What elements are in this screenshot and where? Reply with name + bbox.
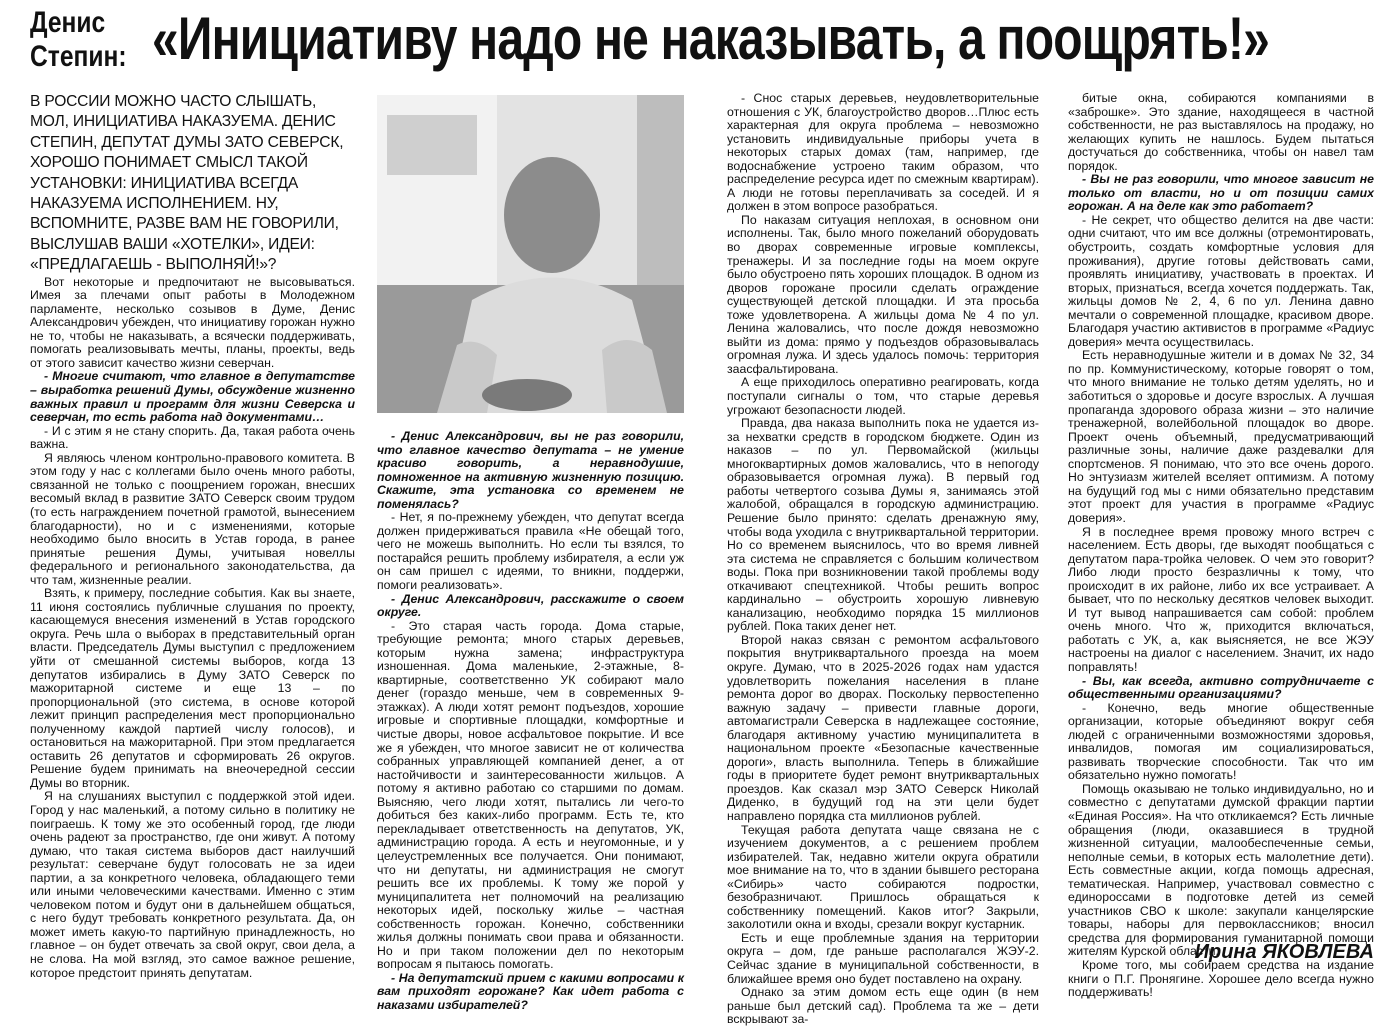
interview-question: - Денис Александрович, расскажите о своем округе. bbox=[377, 591, 684, 620]
author-last-name: Степин: bbox=[30, 40, 127, 73]
column-2 bbox=[377, 430, 684, 1013]
interview-question: - Вы, как всегда, активно сотрудничаете с общественными организациями? bbox=[1068, 673, 1374, 702]
paragraph: - Не секрет, что общество делится на две части: одни считают, что им все должны (отремонтировать, обустроить, создать комфортные условия для проживания), другие готовы действовать сами, проявлять инициативу, участвовать в проектах. И вторых, признаться, всегда хочется поддержать. Так, жильцы домов № 2, 4, 6 по ул. Ленина давно мечтали о современной площадке, красивом дворе. Благодаря участию активистов в программе «Радиус доверия» мечта осуществилась. bbox=[1068, 212, 1374, 349]
paragraph: Вот некоторые и предпочитают не высовываться. Имея за плечами опыт работы в Молодежном парламенте, несколько созывов в Думе, Денис Александрович убежден, что инициативу горожан нужно не то, чтобы не наказывать, а всячески поддерживать, помогать реализовывать мечты, планы, проекты, ведь от этого зависит качество жизни северчан. bbox=[30, 274, 355, 370]
paragraph: Я в последнее время провожу много встреч с населением. Есть дворы, где выходят пообщаться с депутатом пара-тройка человек. О чем это говорит? Либо люди просто безразличны к тому, что происходит в их районе, либо их все устраивает. А бывает, что по нескольку десятков человек выходит. И тут вывод напрашивается сам собой: проблем очень много. Что ж, приходится включаться, работать с УК, а, как выясняется, не все ЖЭУ настроены на диалог с населением. Значит, их надо поправлять! bbox=[1068, 524, 1374, 674]
headline: «Инициативу надо не наказывать, а поощрять!» bbox=[152, 5, 1270, 72]
column-1-body bbox=[30, 276, 355, 980]
column-4 bbox=[1068, 92, 1374, 1000]
lead-paragraph: В РОССИИ МОЖНО ЧАСТО СЛЫШАТЬ, МОЛ, ИНИЦИАТИВА НАКАЗУЕМА. ДЕНИС СТЕПИН, ДЕПУТАТ ДУМЫ ЗАТО СЕВЕРСК, ХОРОШО ПОНИМАЕТ СМЫСЛ ТАКОЙ УСТАНОВКИ: ИНИЦИАТИВА ВСЕГДА НАКАЗУЕМА ИСПОЛНЕНИЕМ. НУ, ВСПОМНИТЕ, РАЗВЕ ВАМ НЕ ГОВОРИЛИ, ВЫСЛУШАВ ВАШИ «ХОТЕЛКИ», ИДЕИ: «ПРЕДЛАГАЕШЬ - ВЫПОЛНЯЙ!»? bbox=[30, 93, 344, 274]
paragraph: Текущая работа депутата чаще связана не с изучением документов, а с решением проблем избирателей. Так, недавно жители округа обратили мое внимание на то, что в здании бывшего ресторана «Сибирь» часто собираются подростки, безобразничают. Пришлось обращаться к собственнику помещений. Каков итог? Закрыли, заколотили окна и входы, срезали вокруг кустарник. bbox=[727, 822, 1039, 932]
article-header bbox=[0, 0, 1400, 88]
paragraph: Правда, два наказа выполнить пока не удается из-за нехватки средств в городском бюджете. Один из наказов – по ул. Первомайской (жильцы многоквартирных домов жаловались, что в непогоду образовывается огромная лужа). В первый год работы четвертого созыва Думы я, занимаясь этой жалобой, обращался в городскую администрацию. Решение было принято: сделать дренажную яму, чтобы вода уходила с внутриквартальной территории. Но со временем выяснилось, что во время ливней эта система не справляется с большим количеством воды. Пока при возникновении такой проблемы воду откачивают спецтехникой. Чтобы решить вопрос кардинально – обустроить хорошую ливневую канализацию, необходимо порядка 15 миллионов рублей. Пока таких денег нет. bbox=[727, 416, 1039, 634]
interview-question: - Многие считают, что главное в депутатстве – выработка решений Думы, обсуждение жизненно важных правил и программ для жизни Северска и северчан, то есть работа над документами… bbox=[30, 369, 355, 425]
paragraph: - Это старая часть города. Дома старые, требующие ремонта; много старых деревьев, которым нужна замена; инфраструктура изношенная. Дома маленькие, 2-этажные, 8-квартирные, соответственно УК собирают мало денег (гораздо меньше, чем в современных 9-этажках). А люди хотят ремонт подъездов, хорошие игровые и спортивные площадки, комфортные и чистые дворы, новое асфальтовое покрытие. И все же я убежден, что многое зависит не от количества собранных управляющей компанией денег, а от настойчивости и заинтересованности жильцов. А потому я активно работаю со старшими по домам. Выясняю, чего люди хотят, пытались ли чего-то добиться без каких-либо программ. Есть те, кто перекладывает ответственность на депутатов, УК, администрацию города. А есть и неугомонные, и у целеустремленных все получается. Они понимают, что ни депутаты, ни администрация не смогут решить все их проблемы. К тому же порой у муниципалитета нет полномочий на реализацию некоторых идей, поскольку жилье – частная собственность горожан. Конечно, собственники жилья должны понимать свои права и обязанности. Но и при таком положении дел по некоторым вопросам я пытаюсь помогать. bbox=[377, 618, 684, 972]
paragraph: Второй наказ связан с ремонтом асфальтового покрытия внутриквартального проезда на моем округе. Думаю, что в 2025-2026 годах нам удастся удовлетворить пожелания населения в плане ремонта дорог во дворах. Поскольку первостепенно важную задачу – привести главные дороги, автомагистрали Северска в надлежащее состояние, благодаря активному участию муниципалитета в национальном проекте «Безопасные качественные дороги», власть выполнила. Теперь в ближайшие годы в приоритете будет ремонт внутриквартальных проездов. Как сказал мэр ЗАТО Северск Николай Диденко, в будущий год на эти цели будет направлено порядка ста миллионов рублей. bbox=[727, 632, 1039, 823]
paragraph: Взять, к примеру, последние события. Как вы знаете, 11 июня состоялись публичные слушания по проекту, касающемуся внесения изменений в Устав городского округа. Речь шла о выборах в представительный орган власти. Председатель Думы выступил с предложением уйти от смешанной системы выборов, когда 13 депутатов избирались в Думу ЗАТО Северск по мажоритарной системе и еще 13 – по пропорциональной (это система, в основе которой лежит принцип распределения мест пропорционально полученному каждой партией числу голосов), и остановиться на мажоритарной. При этом предлагается оставить 26 депутатов и сформировать 26 округов. Решение будем принимать на внеочередной сессии Думы во вторник. bbox=[30, 586, 355, 790]
paragraph: - И с этим я не стану спорить. Да, такая работа очень важна. bbox=[30, 423, 355, 452]
paragraph: Однако за этим домом есть еще один (в нем раньше был детский сад). Проблема та же – дети вскрывают за- bbox=[727, 985, 1039, 1027]
column-4-body bbox=[1068, 92, 1374, 1000]
paragraph: - Нет, я по-прежнему убежден, что депутат всегда должен придерживаться правила «Не обещай того, чего не можешь выполнить. Но если ты взялся, то постарайся решить проблему избирателя, а если уж он сам пришел с идеями, то вникни, поддержи, помоги реализовать». bbox=[377, 510, 684, 593]
author-name bbox=[30, 6, 127, 74]
paragraph: Я являюсь членом контрольно-правового комитета. В этом году у нас с коллегами было очень много работы, связанной не только с поощрением горожан, внесших весомый вклад в развитие ЗАТО Северск своим трудом (то есть награждением почетной грамотой, вынесением благодарности), но и с изменениями, которые необходимо было вносить в Устав города, в ранее принятые решения Думы, учитывая новеллы федерального и регионального законодательства, да что там, жизненные реалии. bbox=[30, 450, 355, 587]
paragraph: Есть и еще проблемные здания на территории округа – дом, где раньше располагался ЖЭУ-2. Сейчас здание в муниципальной собственности, в ближайшее время оно будет поставлено на охрану. bbox=[727, 930, 1039, 986]
paragraph: А еще приходилось оперативно реагировать, когда поступали сигналы о том, что старые деревья угрожают безопасности людей. bbox=[727, 375, 1039, 417]
paragraph: По наказам ситуация неплохая, в основном они исполнены. Так, было много пожеланий оборудовать во дворах современные игровые комплексы, тренажеры. И за последние годы на моем округе было обустроено пять хороших площадок. В одном из дворов горожане просили сделать ограждение существующей детской площадки. И эта просьба тоже удовлетворена. А жильцы дома № 4 по ул. Ленина жаловались, что после дождя невозможно выйти из дома: прямо у подъездов образовывалась огромная лужа. И здесь удалось помочь: территория заасфальтирована. bbox=[727, 212, 1039, 376]
interview-question: - На депутатский прием с какими вопросами к вам приходят горожане? Как идет работа с наказами избирателей? bbox=[377, 970, 684, 1012]
paragraph: - Снос старых деревьев, неудовлетворительные отношения с УК, благоустройство дворов…Плюс есть характерная для округа проблема – невозможно установить индивидуальные приборы учета в некоторых старых домах (там, например, где водоснабжение устроено таким образом, что распределение ресурса идет по смежным квартирам). А люди не готовы переплачивать за соседей. И я должен в этом вопросе разобраться. bbox=[727, 91, 1039, 214]
paragraph: битые окна, собираются компаниями в «заброшке». Это здание, находящееся в частной собственности, не раз выставлялось на продажу, но желающих купить не нашлось. Будем пытаться достучаться до собственника, чтобы он навел там порядок. bbox=[1068, 91, 1374, 173]
portrait-photo bbox=[377, 95, 684, 413]
column-2-body bbox=[377, 430, 684, 1013]
interview-question: - Денис Александрович, вы не раз говорили, что главное качество депутата – не умение красиво говорить, а неравнодушие, помноженное на активную жизненную позицию. Скажите, эта установка со временем не поменялась? bbox=[377, 429, 684, 511]
paragraph: Есть неравнодушные жители и в домах № 32, 34 по пр. Коммунистическому, которые говорят о том, что много внимание не только детям уделять, но и заботиться о здоровье и досуге взрослых. А лучшая пропаганда здорового образа жизни – это наличие тренажерной, волейбольной площадок во дворе. Проект очень объемный, предусматривающий различные зоны, наличие даже раздевалки для спортсменов. Я понимаю, что это все очень дорого. Но энтузиазм жителей вселяет оптимизм. А потому на будущий год мы с ними обязательно представим этот проект для участия в программе «Радиус доверия». bbox=[1068, 348, 1374, 525]
byline-signature: Ирина ЯКОВЛЕВА bbox=[1194, 941, 1374, 963]
paragraph: - Конечно, ведь многие общественные организации, которые объединяют вокруг себя людей с ограниченными возможностями здоровья, инвалидов, помогая им социализироваться, развивать творческие способности. Так что им обязательно нужно помогать! bbox=[1068, 700, 1374, 783]
author-first-name: Денис bbox=[30, 6, 106, 39]
portrait-photo-image bbox=[377, 95, 684, 413]
column-1 bbox=[30, 92, 355, 980]
paragraph: Я на слушаниях выступил с поддержкой этой идеи. Город у нас маленький, а потому сильно в политику не поиграешь. К тому же это особенный город, где люди очень радеют за пространство, где они живут. А потому думаю, что такая система выборов даст наилучший результат: северчане будут голосовать не за идеи партии, а за конкретного человека, обладающего теми или иными человеческими качествами. Именно с этим человеком потом и будут они в дальнейшем общаться, с него будут требовать конкретного результата. Да, он может иметь какую-то партийную принадлежность, но главное – он будет отвечать за свой округ, свои дела, а не слова. На мой взгляд, это самое важное решение, которое предстоит принять депутатам. bbox=[30, 789, 355, 980]
column-3-body bbox=[727, 92, 1039, 1027]
paragraph: Помощь оказываю не только индивидуально, но и совместно с депутатами думской фракции партии «Единая Россия». На что откликаемся? Есть личные обращения (люди, оказавшиеся в трудной жизненной ситуации, малообеспеченные семьи, неполные семьи, в которых есть малолетние дети). Есть совместные акции, когда помощь адресная, тематическая. Например, участвовал совместно с единороссами в подготовке детей из семей участников СВО к школе: закупали канцелярские товары, наборы для первоклассников; вносил средства для формирования гуманитарной помощи жителям Курской области. bbox=[1068, 781, 1374, 959]
column-3 bbox=[727, 92, 1039, 1027]
interview-question: - Вы не раз говорили, что многое зависит не только от власти, но и от позиции самих горожан. А на деле как это работает? bbox=[1068, 172, 1374, 214]
paragraph: Кроме того, мы собираем средства на издание книги о П.Г. Пронягине. Хорошее дело всегда нужно поддерживать! bbox=[1068, 958, 1374, 1000]
